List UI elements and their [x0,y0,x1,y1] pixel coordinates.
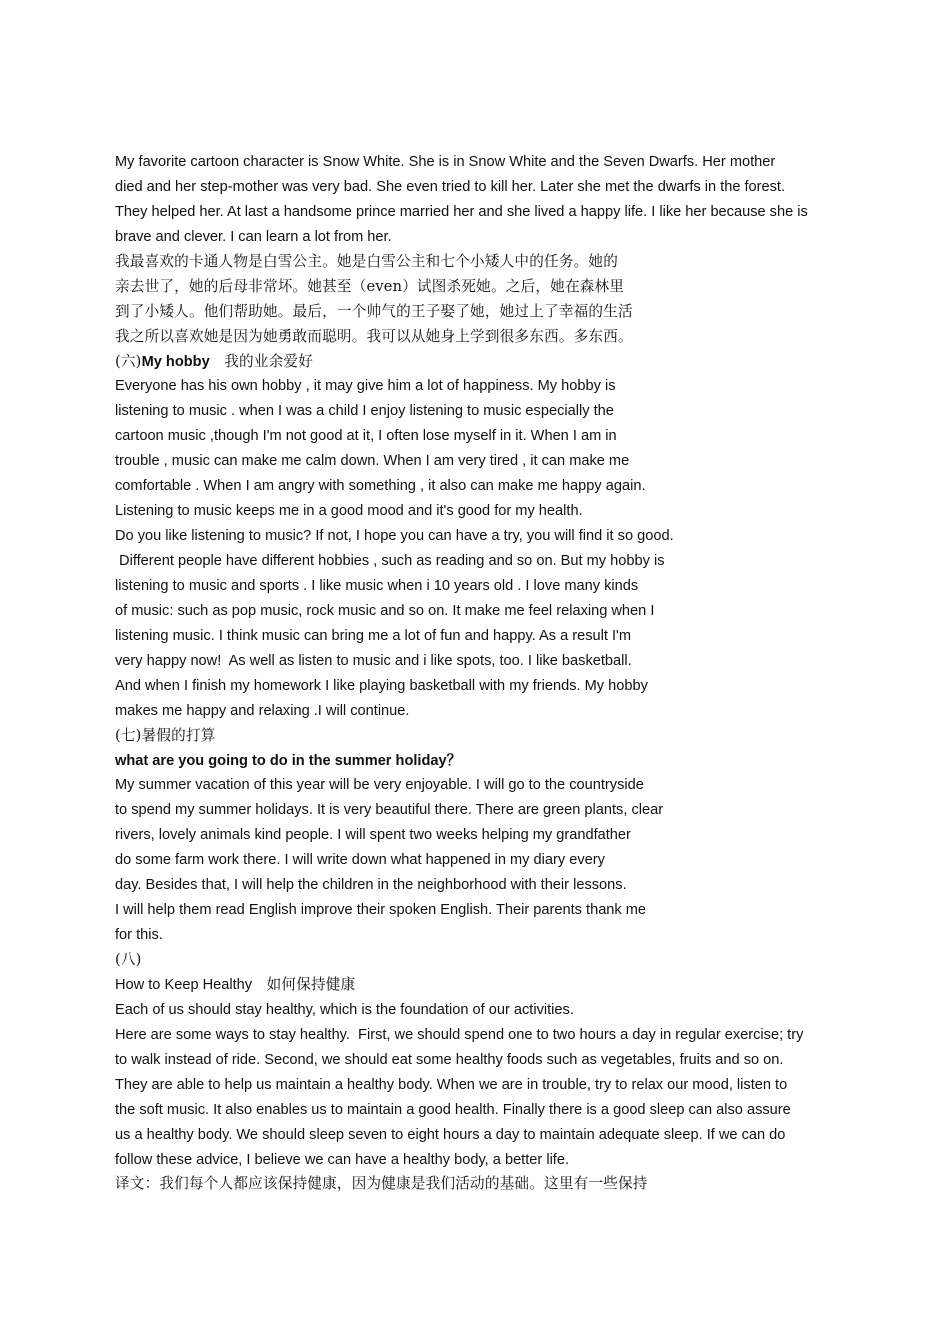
text-line: to walk instead of ride. Second, we should eat some healthy foods such as vegetables, fruits and so on. [115,1051,784,1068]
section-summer-holiday [115,724,845,948]
document-page [115,150,845,1197]
text-line: 我之所以喜欢她是因为她勇敢而聪明。我可以从她身上学到很多东西。多东西。 [115,327,633,345]
snow-white-paragraph [115,150,845,250]
text-line: for this. [115,927,163,944]
text-line: Each of us should stay healthy, which is the foundation of our activities. [115,1001,574,1018]
text-line: Listening to music keeps me in a good mood and it's good for my health. [115,503,583,520]
text-line: And when I finish my homework I like playing basketball with my friends. My hobby [115,677,648,694]
section-title-cn: 如何保持健康 [252,975,356,993]
section-keep-healthy [115,948,845,1197]
text-line: 我最喜欢的卡通人物是白雪公主。她是白雪公主和七个小矮人中的任务。她的 [115,252,618,270]
text-line: very happy now! As well as listen to music and i like spots, too. I like basketball. [115,652,632,669]
text-line: follow these advice, I believe we can have a healthy body, a better life. [115,1151,570,1168]
text-line: of music: such as pop music, rock music and so on. It make me feel relaxing when I [115,602,655,619]
text-line: the soft music. It also enables us to maintain a good health. Finally there is a good sleep can also assure [115,1101,791,1118]
snow-white-translation [115,250,845,350]
section-title: How to Keep Healthy [115,976,253,993]
section-my-hobby [115,350,845,724]
section-heading: (八) [115,951,142,968]
text-line: They helped her. At last a handsome prince married her and she lived a happy life. I like her because she is [115,203,808,220]
text-line: brave and clever. I can learn a lot from her. [115,228,392,245]
text-line: listening music. I think music can bring me a lot of fun and happy. As a result I'm [115,627,631,644]
text-line: rivers, lovely animals kind people. I will spent two weeks helping my grandfather [115,827,631,844]
text-line: My summer vacation of this year will be very enjoyable. I will go to the countryside [115,777,644,794]
text-line: trouble , music can make me calm down. When I am very tired , it can make me [115,453,630,470]
section-title-line [115,973,845,998]
text-line: They are able to help us maintain a healthy body. When we are in trouble, try to relax our mood, listen to [115,1076,788,1093]
text-line: cartoon music ,though I'm not good at it, I often lose myself in it. When I am in [115,428,617,445]
section-number: (六) [115,352,142,370]
text-line: makes me happy and relaxing .I will continue. [115,702,410,719]
text-line: do some farm work there. I will write down what happened in my diary every [115,852,605,869]
section-heading [115,350,845,375]
text-line: My favorite cartoon character is Snow White. She is in Snow White and the Seven Dwarfs. Her mother [115,154,776,170]
text-line: Different people have different hobbies , such as reading and so on. But my hobby is [115,553,665,569]
text-line: died and her step-mother was very bad. She even tried to kill her. Later she met the dwarfs in the forest. [115,178,786,195]
text-line: to spend my summer holidays. It is very beautiful there. There are green plants, clear [115,802,664,819]
text-line: day. Besides that, I will help the children in the neighborhood with their lessons. [115,877,627,894]
text-line: I will help them read English improve their spoken English. Their parents thank me [115,902,647,919]
translation-line: 译文：我们每个人都应该保持健康，因为健康是我们活动的基础。这里有一些保持 [115,1175,648,1193]
section-title: My hobby [141,353,210,370]
text-line: 到了小矮人。他们帮助她。最后，一个帅气的王子娶了她，她过上了幸福的生活 [115,302,633,320]
text-line: Here are some ways to stay healthy. First, we should spend one to two hours a day in regular exercise; try [115,1026,804,1043]
text-line: listening to music and sports . I like music when i 10 years old . I love many kinds [115,577,639,594]
section-title-cn: 我的业余爱好 [209,352,313,370]
section-heading: (七)暑假的打算 [115,726,216,744]
text-line: Do you like listening to music? If not, I hope you can have a try, you will find it so good. [115,528,674,545]
text-line: Everyone has his own hobby , it may give him a lot of happiness. My hobby is [115,378,616,395]
text-line: 亲去世了，她的后母非常坏。她甚至（even）试图杀死她。之后，她在森林里 [115,277,625,295]
text-line: listening to music . when I was a child I enjoy listening to music especially the [115,403,614,420]
section-title: what are you going to do in the summer holiday？ [115,752,462,769]
text-line: comfortable . When I am angry with something , it also can make me happy again. [115,478,646,495]
text-line: us a healthy body. We should sleep seven to eight hours a day to maintain adequate sleep. If we can do [115,1126,786,1143]
